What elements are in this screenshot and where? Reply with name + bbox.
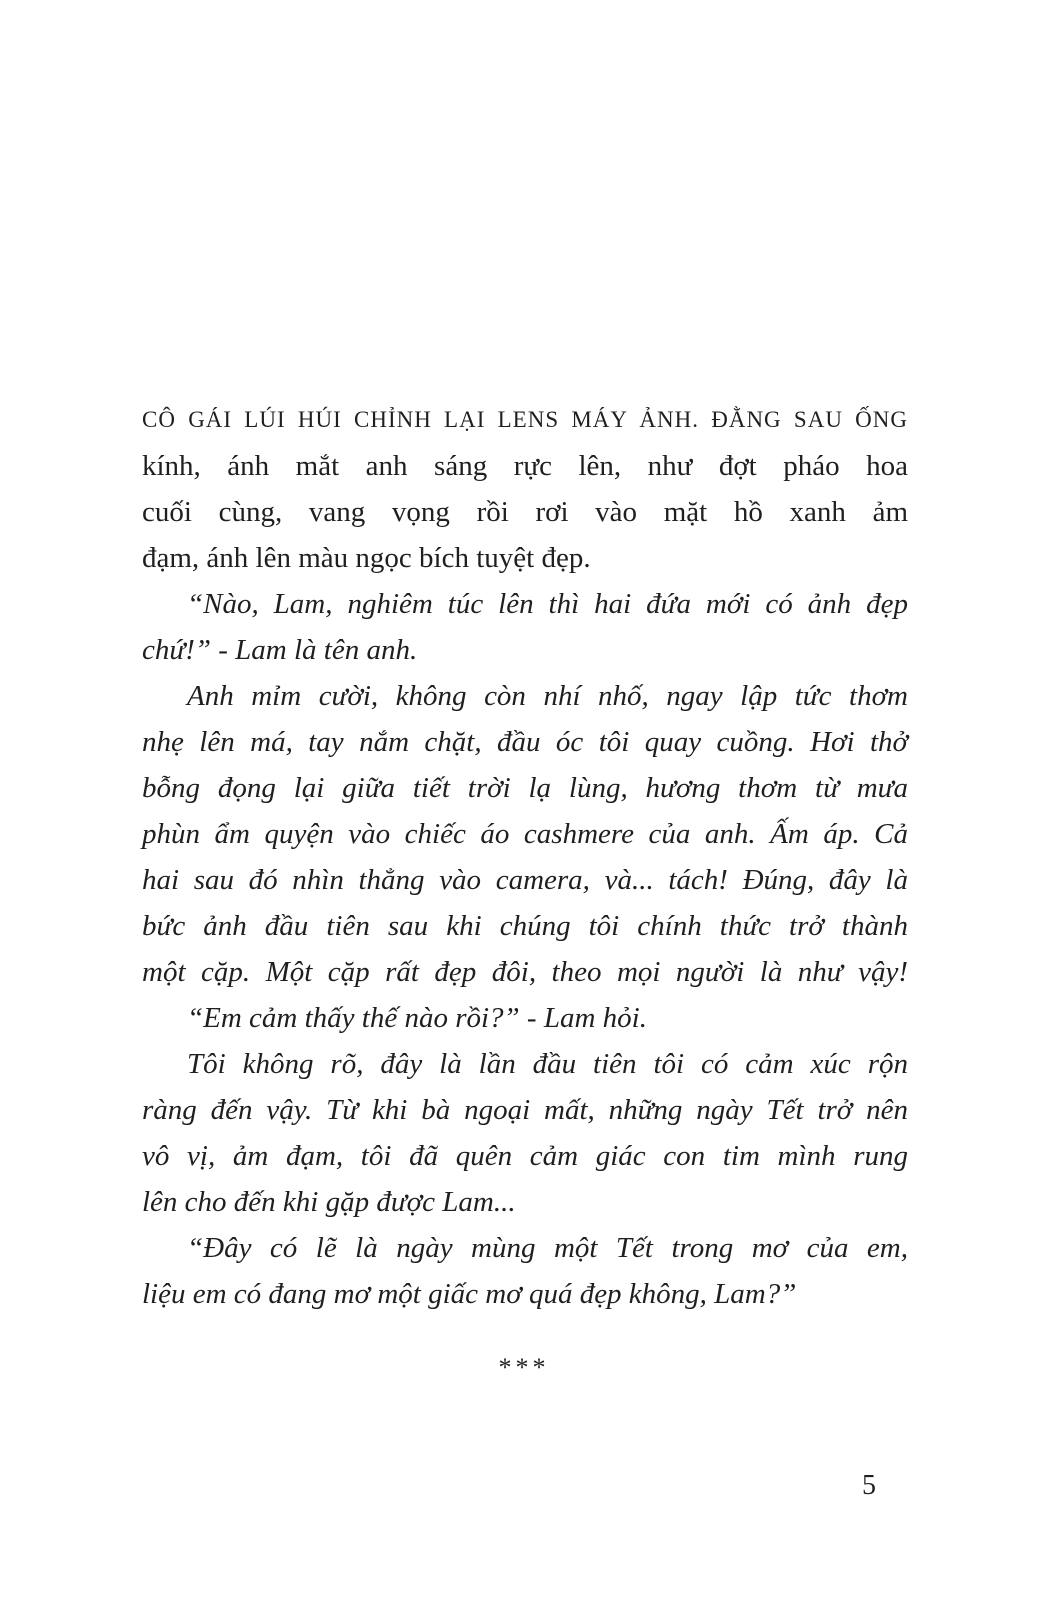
text-line: đạm, ánh lên màu ngọc bích tuyệt đẹp. [142,542,591,574]
text-line: Tôi không rõ, đây là lần đầu tiên tôi có cảm xúc rộn [187,1048,908,1080]
section-separator: *** [498,1353,550,1382]
text-line: bỗng đọng lại giữa tiết trời lạ lùng, hương thơm từ mưa [142,772,908,804]
text-line: nhẹ lên má, tay nắm chặt, đầu óc tôi quay cuồng. Hơi thở [142,726,908,758]
text-line: “Đây có lẽ là ngày mùng một Tết trong mơ của em, [187,1232,908,1264]
text-line: “Nào, Lam, nghiêm túc lên thì hai đứa mới có ảnh đẹp [187,588,908,620]
text-line: cuối cùng, vang vọng rồi rơi vào mặt hồ xanh ảm [142,496,908,528]
text-line: “Em cảm thấy thế nào rồi?” - Lam hỏi. [187,1002,647,1034]
text-line: chứ!” - Lam là tên anh. [142,634,418,666]
text-line: kính, ánh mắt anh sáng rực lên, như đợt pháo hoa [142,450,908,482]
text-line: lên cho đến khi gặp được Lam... [142,1186,516,1218]
text-line: ràng đến vậy. Từ khi bà ngoại mất, những ngày Tết trở nên [142,1094,908,1126]
text-line: một cặp. Một cặp rất đẹp đôi, theo mọi người là như vậy! [142,956,908,988]
page-number: 5 [862,1470,876,1501]
text-line: hai sau đó nhìn thẳng vào camera, và... tách! Đúng, đây là [142,864,908,896]
opening-line: CÔ GÁI LÚI HÚI CHỈNH LẠI LENS MÁY ẢNH. ĐẰNG SAU ỐNG [142,407,908,432]
text-line: liệu em có đang mơ một giấc mơ quá đẹp không, Lam?” [142,1278,797,1310]
text-line: vô vị, ảm đạm, tôi đã quên cảm giác con tim mình rung [142,1140,908,1172]
text-line: bức ảnh đầu tiên sau khi chúng tôi chính thức trở thành [142,910,908,942]
text-line: phùn ẩm quyện vào chiếc áo cashmere của anh. Ấm áp. Cả [142,818,908,850]
text-line: Anh mỉm cười, không còn nhí nhố, ngay lập tức thơm [187,680,908,712]
